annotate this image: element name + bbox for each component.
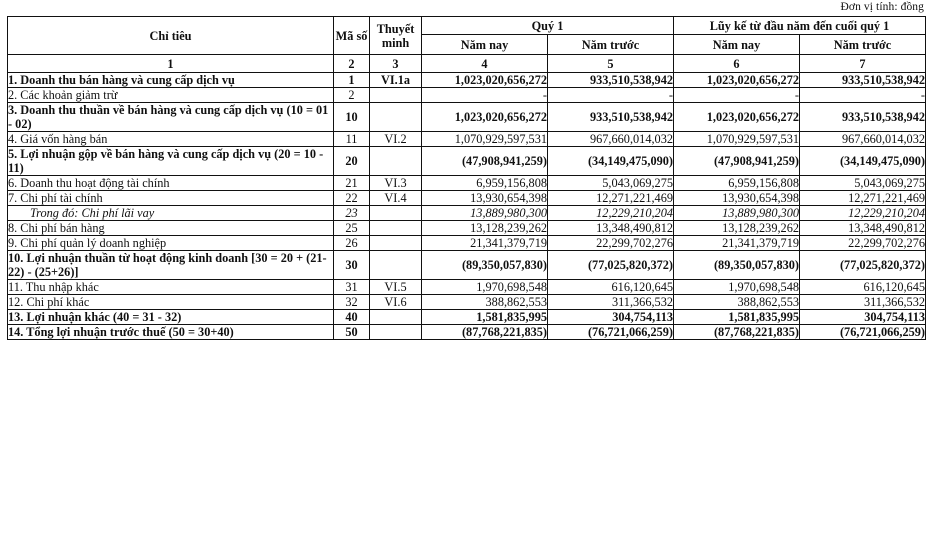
table-body bbox=[8, 73, 926, 340]
row-quarter-current-value: (47,908,941,259) bbox=[422, 147, 548, 176]
header-cumulative-previous-year: Năm trước bbox=[800, 35, 926, 55]
row-code: 21 bbox=[334, 176, 370, 191]
row-code: 50 bbox=[334, 325, 370, 340]
row-cumulative-current-value: 13,128,239,262 bbox=[674, 221, 800, 236]
row-cumulative-current-value: (47,908,941,259) bbox=[674, 147, 800, 176]
row-note bbox=[370, 206, 422, 221]
row-label: 14. Tổng lợi nhuận trước thuế (50 = 30+40) bbox=[8, 325, 334, 340]
row-cumulative-previous-value: 616,120,645 bbox=[800, 280, 926, 295]
row-cumulative-current-value: 388,862,553 bbox=[674, 295, 800, 310]
row-quarter-current-value: 1,023,020,656,272 bbox=[422, 103, 548, 132]
header-group-quarter: Quý 1 bbox=[422, 17, 674, 35]
header-row-titles bbox=[8, 17, 926, 35]
row-code: 10 bbox=[334, 103, 370, 132]
row-cumulative-previous-value: 22,299,702,276 bbox=[800, 236, 926, 251]
row-label: 5. Lợi nhuận gộp về bán hàng và cung cấp dịch vụ (20 = 10 - 11) bbox=[8, 147, 334, 176]
table-row bbox=[8, 221, 926, 236]
row-quarter-previous-value: 12,271,221,469 bbox=[548, 191, 674, 206]
row-cumulative-previous-value: 311,366,532 bbox=[800, 295, 926, 310]
table-row bbox=[8, 280, 926, 295]
row-label: 13. Lợi nhuận khác (40 = 31 - 32) bbox=[8, 310, 334, 325]
row-code: 26 bbox=[334, 236, 370, 251]
table-row bbox=[8, 88, 926, 103]
row-quarter-current-value: (89,350,057,830) bbox=[422, 251, 548, 280]
row-quarter-current-value: 1,970,698,548 bbox=[422, 280, 548, 295]
row-cumulative-current-value: 1,970,698,548 bbox=[674, 280, 800, 295]
table-row bbox=[8, 325, 926, 340]
row-label: 4. Giá vốn hàng bán bbox=[8, 132, 334, 147]
row-quarter-current-value: 13,128,239,262 bbox=[422, 221, 548, 236]
row-cumulative-current-value: 6,959,156,808 bbox=[674, 176, 800, 191]
row-quarter-previous-value: 933,510,538,942 bbox=[548, 103, 674, 132]
table-row bbox=[8, 73, 926, 88]
row-label: 11. Thu nhập khác bbox=[8, 280, 334, 295]
table-row bbox=[8, 176, 926, 191]
row-cumulative-current-value: 1,023,020,656,272 bbox=[674, 103, 800, 132]
row-cumulative-current-value: 13,889,980,300 bbox=[674, 206, 800, 221]
row-note bbox=[370, 236, 422, 251]
row-note: VI.3 bbox=[370, 176, 422, 191]
row-cumulative-current-value: (89,350,057,830) bbox=[674, 251, 800, 280]
colnum-cumulative-previous: 7 bbox=[800, 55, 926, 73]
row-cumulative-previous-value: 12,229,210,204 bbox=[800, 206, 926, 221]
row-cumulative-previous-value: 304,754,113 bbox=[800, 310, 926, 325]
row-code: 11 bbox=[334, 132, 370, 147]
row-note bbox=[370, 325, 422, 340]
table-row bbox=[8, 191, 926, 206]
row-quarter-current-value: (87,768,221,835) bbox=[422, 325, 548, 340]
row-quarter-previous-value: 12,229,210,204 bbox=[548, 206, 674, 221]
income-statement-table bbox=[7, 16, 926, 340]
colnum-chi-tieu: 1 bbox=[8, 55, 334, 73]
row-quarter-current-value: 13,930,654,398 bbox=[422, 191, 548, 206]
row-note: VI.5 bbox=[370, 280, 422, 295]
row-quarter-previous-value: 933,510,538,942 bbox=[548, 73, 674, 88]
row-cumulative-previous-value: - bbox=[800, 88, 926, 103]
row-label: 3. Doanh thu thuần về bán hàng và cung cấp dịch vụ (10 = 01 - 02) bbox=[8, 103, 334, 132]
row-quarter-previous-value: 22,299,702,276 bbox=[548, 236, 674, 251]
row-quarter-current-value: 13,889,980,300 bbox=[422, 206, 548, 221]
row-code: 2 bbox=[334, 88, 370, 103]
header-quarter-current-year: Năm nay bbox=[422, 35, 548, 55]
row-label: Trong đó: Chi phí lãi vay bbox=[8, 206, 334, 221]
row-label: 10. Lợi nhuận thuần từ hoạt động kinh doanh [30 = 20 + (21-22) - (25+26)] bbox=[8, 251, 334, 280]
header-quarter-previous-year: Năm trước bbox=[548, 35, 674, 55]
row-cumulative-current-value: (87,768,221,835) bbox=[674, 325, 800, 340]
table-row bbox=[8, 295, 926, 310]
row-code: 25 bbox=[334, 221, 370, 236]
row-quarter-current-value: - bbox=[422, 88, 548, 103]
table-row bbox=[8, 236, 926, 251]
row-note: VI.2 bbox=[370, 132, 422, 147]
row-label: 9. Chi phí quản lý doanh nghiệp bbox=[8, 236, 334, 251]
row-cumulative-current-value: 13,930,654,398 bbox=[674, 191, 800, 206]
header-cumulative-current-year: Năm nay bbox=[674, 35, 800, 55]
unit-note: Đơn vị tính: đồng bbox=[840, 1, 924, 13]
header-thuyet-minh: Thuyết minh bbox=[370, 17, 422, 55]
row-label: 12. Chi phí khác bbox=[8, 295, 334, 310]
row-code: 1 bbox=[334, 73, 370, 88]
table-row bbox=[8, 103, 926, 132]
row-cumulative-current-value: 1,581,835,995 bbox=[674, 310, 800, 325]
colnum-quarter-previous: 5 bbox=[548, 55, 674, 73]
row-note bbox=[370, 88, 422, 103]
row-code: 20 bbox=[334, 147, 370, 176]
row-code: 32 bbox=[334, 295, 370, 310]
row-label: 7. Chi phí tài chính bbox=[8, 191, 334, 206]
row-quarter-current-value: 6,959,156,808 bbox=[422, 176, 548, 191]
table-row bbox=[8, 147, 926, 176]
row-note bbox=[370, 310, 422, 325]
row-note: VI.1a bbox=[370, 73, 422, 88]
row-quarter-previous-value: 616,120,645 bbox=[548, 280, 674, 295]
table-header bbox=[8, 17, 926, 73]
row-cumulative-previous-value: 13,348,490,812 bbox=[800, 221, 926, 236]
row-code: 40 bbox=[334, 310, 370, 325]
row-quarter-previous-value: (34,149,475,090) bbox=[548, 147, 674, 176]
row-cumulative-previous-value: (77,025,820,372) bbox=[800, 251, 926, 280]
row-code: 31 bbox=[334, 280, 370, 295]
colnum-ma-so: 2 bbox=[334, 55, 370, 73]
colnum-cumulative-current: 6 bbox=[674, 55, 800, 73]
row-quarter-previous-value: 967,660,014,032 bbox=[548, 132, 674, 147]
row-code: 22 bbox=[334, 191, 370, 206]
row-label: 2. Các khoản giảm trừ bbox=[8, 88, 334, 103]
row-label: 6. Doanh thu hoạt động tài chính bbox=[8, 176, 334, 191]
row-code: 23 bbox=[334, 206, 370, 221]
row-label: 1. Doanh thu bán hàng và cung cấp dịch vụ bbox=[8, 73, 334, 88]
row-quarter-previous-value: 13,348,490,812 bbox=[548, 221, 674, 236]
row-note bbox=[370, 103, 422, 132]
row-quarter-previous-value: (76,721,066,259) bbox=[548, 325, 674, 340]
table-row bbox=[8, 251, 926, 280]
row-cumulative-previous-value: 12,271,221,469 bbox=[800, 191, 926, 206]
row-quarter-previous-value: 311,366,532 bbox=[548, 295, 674, 310]
row-cumulative-current-value: 1,023,020,656,272 bbox=[674, 73, 800, 88]
row-quarter-previous-value: - bbox=[548, 88, 674, 103]
row-quarter-current-value: 21,341,379,719 bbox=[422, 236, 548, 251]
row-label: 8. Chi phí bán hàng bbox=[8, 221, 334, 236]
header-row-column-numbers bbox=[8, 55, 926, 73]
row-cumulative-current-value: - bbox=[674, 88, 800, 103]
row-cumulative-previous-value: 933,510,538,942 bbox=[800, 73, 926, 88]
row-quarter-previous-value: 304,754,113 bbox=[548, 310, 674, 325]
row-note: VI.6 bbox=[370, 295, 422, 310]
row-cumulative-current-value: 1,070,929,597,531 bbox=[674, 132, 800, 147]
row-quarter-current-value: 388,862,553 bbox=[422, 295, 548, 310]
colnum-quarter-current: 4 bbox=[422, 55, 548, 73]
row-cumulative-previous-value: (76,721,066,259) bbox=[800, 325, 926, 340]
table-row bbox=[8, 310, 926, 325]
row-quarter-previous-value: (77,025,820,372) bbox=[548, 251, 674, 280]
colnum-thuyet-minh: 3 bbox=[370, 55, 422, 73]
row-cumulative-current-value: 21,341,379,719 bbox=[674, 236, 800, 251]
row-note bbox=[370, 251, 422, 280]
header-group-cumulative: Lũy kế từ đầu năm đến cuối quý 1 bbox=[674, 17, 926, 35]
header-ma-so: Mã số bbox=[334, 17, 370, 55]
row-note bbox=[370, 221, 422, 236]
row-code: 30 bbox=[334, 251, 370, 280]
row-cumulative-previous-value: 967,660,014,032 bbox=[800, 132, 926, 147]
table-row bbox=[8, 132, 926, 147]
row-quarter-current-value: 1,023,020,656,272 bbox=[422, 73, 548, 88]
table-row bbox=[8, 206, 926, 221]
row-note: VI.4 bbox=[370, 191, 422, 206]
row-quarter-current-value: 1,070,929,597,531 bbox=[422, 132, 548, 147]
row-cumulative-previous-value: 5,043,069,275 bbox=[800, 176, 926, 191]
header-chi-tieu: Chỉ tiêu bbox=[8, 17, 334, 55]
row-note bbox=[370, 147, 422, 176]
row-cumulative-previous-value: 933,510,538,942 bbox=[800, 103, 926, 132]
row-quarter-previous-value: 5,043,069,275 bbox=[548, 176, 674, 191]
row-cumulative-previous-value: (34,149,475,090) bbox=[800, 147, 926, 176]
row-quarter-current-value: 1,581,835,995 bbox=[422, 310, 548, 325]
